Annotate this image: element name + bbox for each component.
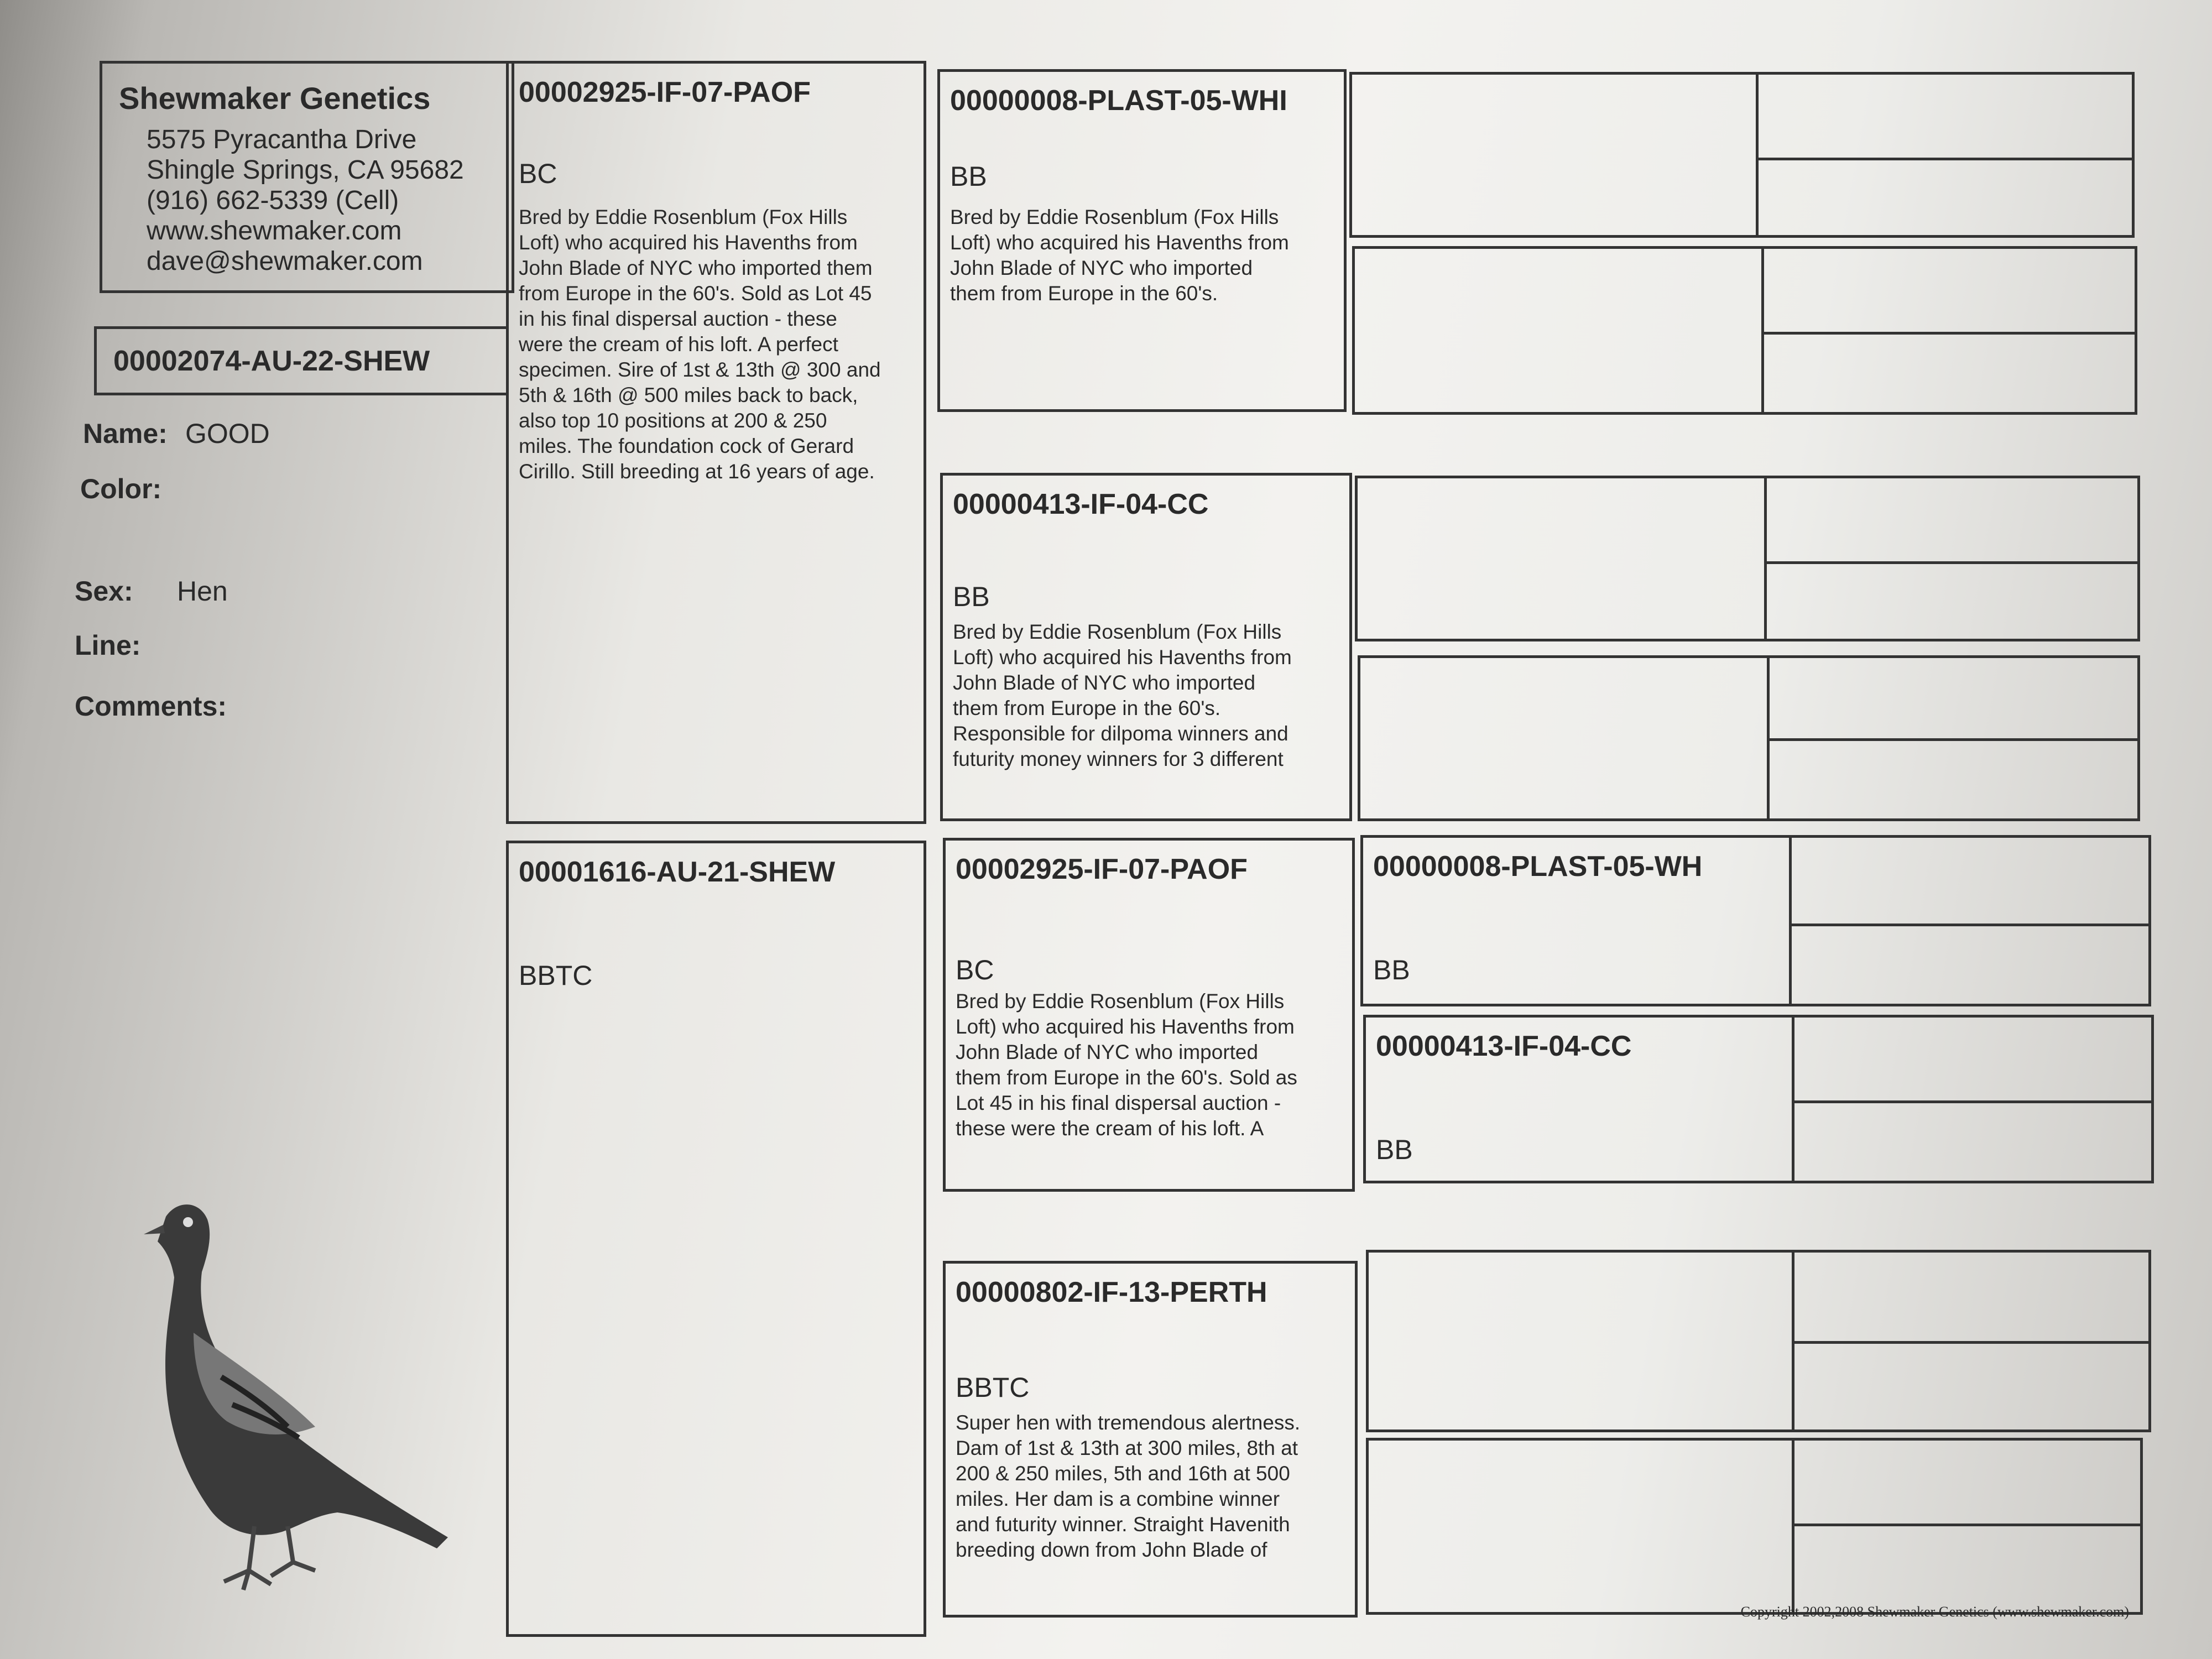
sire-sire-desc-line: Bred by Eddie Rosenblum (Fox Hills <box>950 206 1279 228</box>
dam-dam-desc-line: Super hen with tremendous alertness. <box>956 1411 1301 1434</box>
name-value: GOOD <box>185 418 270 449</box>
sire-desc-line: Loft) who acquired his Havenths from <box>519 231 858 254</box>
sire-sire-description <box>950 205 1336 306</box>
dam-sire-sire-box <box>1360 835 1792 1006</box>
sire-dam-band: 00000413-IF-04-CC <box>953 488 1209 520</box>
dam-box <box>506 841 926 1637</box>
dam-sire-band: 00002925-IF-07-PAOF <box>956 853 1248 885</box>
sire-desc-line: miles. The foundation cock of Gerard <box>519 435 854 457</box>
gen3-box-2 <box>1352 246 1764 415</box>
company-address-line2: Shingle Springs, CA 95682 <box>147 155 464 185</box>
sire-dam-desc-line: Bred by Eddie Rosenblum (Fox Hills <box>953 620 1282 643</box>
sire-band: 00002925-IF-07-PAOF <box>519 76 811 108</box>
dam-dam-desc-line: breeding down from John Blade of <box>956 1538 1267 1561</box>
sire-desc-line: in his final dispersal auction - these <box>519 307 837 330</box>
subject-band-box <box>94 326 509 395</box>
sire-sire-desc-line: Loft) who acquired his Havenths from <box>950 231 1289 254</box>
sire-desc-line: specimen. Sire of 1st & 13th @ 300 and <box>519 358 881 381</box>
gen4-box-8 <box>1770 738 2140 821</box>
sire-sire-color: BB <box>950 161 987 192</box>
gen4-box-3 <box>1764 246 2137 335</box>
pedigree-sheet <box>11 0 2212 1659</box>
gen3-box-1 <box>1349 72 1759 238</box>
gen4-box-9 <box>1792 835 2151 926</box>
dam-sire-desc-line: these were the cream of his loft. A <box>956 1117 1264 1140</box>
sire-dam-desc-line: Loft) who acquired his Havenths from <box>953 646 1292 669</box>
sire-dam-color: BB <box>953 581 990 612</box>
dam-band: 00001616-AU-21-SHEW <box>519 856 836 888</box>
sex-label: Sex: <box>75 576 133 607</box>
name-label: Name: <box>83 418 168 449</box>
dam-sire-desc-line: Bred by Eddie Rosenblum (Fox Hills <box>956 990 1285 1013</box>
sire-desc-line: were the cream of his loft. A perfect <box>519 333 838 356</box>
dam-dam-desc-line: miles. Her dam is a combine winner <box>956 1488 1280 1510</box>
sire-sire-band: 00000008-PLAST-05-WHI <box>950 85 1287 117</box>
company-name: Shewmaker Genetics <box>119 81 431 116</box>
dam-sire-desc-line: John Blade of NYC who imported <box>956 1041 1259 1063</box>
dam-dam-description <box>956 1410 1347 1563</box>
gen3-box-3 <box>1355 476 1767 641</box>
sire-dam-desc-line: John Blade of NYC who imported <box>953 671 1256 694</box>
sire-dam-desc-line: Responsible for dilpoma winners and <box>953 722 1288 745</box>
dam-sire-box <box>943 838 1355 1192</box>
company-email: dave@shewmaker.com <box>147 247 423 276</box>
gen4-box-1 <box>1759 72 2135 160</box>
color-label: Color: <box>80 473 162 504</box>
gen4-box-14 <box>1794 1341 2151 1432</box>
gen3-box-8 <box>1366 1438 1794 1615</box>
dam-dam-desc-line: Dam of 1st & 13th at 300 miles, 8th at <box>956 1437 1298 1459</box>
sire-desc-line: John Blade of NYC who imported them <box>519 257 873 279</box>
dam-sire-dam-color: BB <box>1376 1134 1413 1165</box>
dam-sire-color: BC <box>956 954 994 985</box>
dam-sire-desc-line: them from Europe in the 60's. Sold as <box>956 1066 1297 1089</box>
dam-dam-box <box>943 1261 1358 1618</box>
sire-desc-line: from Europe in the 60's. Sold as Lot 45 <box>519 282 872 305</box>
sire-desc-line: 5th & 16th @ 500 miles back to back, <box>519 384 858 406</box>
sire-dam-description <box>953 619 1342 772</box>
dam-sire-sire-color: BB <box>1373 954 1410 985</box>
sire-sire-box <box>937 69 1347 412</box>
sire-box <box>506 61 926 824</box>
dam-dam-desc-line: and futurity winner. Straight Havenith <box>956 1513 1290 1536</box>
dam-sire-dam-box <box>1363 1015 1794 1183</box>
dam-dam-color: BBTC <box>956 1372 1030 1403</box>
gen4-box-15 <box>1794 1438 2143 1526</box>
dam-sire-sire-band: 00000008-PLAST-05-WH <box>1373 851 1703 883</box>
gen4-box-13 <box>1794 1250 2151 1344</box>
sire-dam-desc-line: them from Europe in the 60's. <box>953 697 1221 719</box>
sex-value: Hen <box>177 576 228 607</box>
company-phone: (916) 662-5339 (Cell) <box>147 186 399 215</box>
sire-sire-desc-line: John Blade of NYC who imported <box>950 257 1253 279</box>
gen3-box-4 <box>1358 655 1770 821</box>
gen4-box-2 <box>1759 158 2135 238</box>
gen4-box-5 <box>1767 476 2140 564</box>
company-address-line1: 5575 Pyracantha Drive <box>147 125 417 154</box>
gen4-box-10 <box>1792 924 2151 1006</box>
dam-dam-desc-line: 200 & 250 miles, 5th and 16th at 500 <box>956 1462 1290 1485</box>
company-info-box <box>100 61 514 293</box>
sire-description <box>519 205 916 484</box>
sire-color: BC <box>519 158 557 189</box>
line-label: Line: <box>75 630 141 661</box>
gen4-box-4 <box>1764 332 2137 415</box>
sire-dam-desc-line: futurity money winners for 3 different <box>953 748 1284 770</box>
sire-desc-line: Cirillo. Still breeding at 16 years of age. <box>519 460 875 483</box>
dam-sire-dam-band: 00000413-IF-04-CC <box>1376 1030 1632 1062</box>
dam-sire-desc-line: Lot 45 in his final dispersal auction - <box>956 1092 1281 1114</box>
dam-sire-description <box>956 989 1344 1141</box>
sire-sire-desc-line: them from Europe in the 60's. <box>950 282 1218 305</box>
gen4-box-16 <box>1794 1524 2143 1615</box>
dam-sire-desc-line: Loft) who acquired his Havenths from <box>956 1015 1295 1038</box>
dam-dam-band: 00000802-IF-13-PERTH <box>956 1276 1267 1308</box>
gen4-box-12 <box>1794 1100 2154 1183</box>
sire-desc-line: Bred by Eddie Rosenblum (Fox Hills <box>519 206 848 228</box>
gen4-box-7 <box>1770 655 2140 741</box>
gen4-box-11 <box>1794 1015 2154 1103</box>
sire-dam-box <box>940 473 1352 821</box>
comments-label: Comments: <box>75 691 227 722</box>
copyright-text: Copyright 2002,2008 Shewmaker Genetics (www.shewmaker.com) <box>1740 1604 2129 1620</box>
gen4-box-6 <box>1767 561 2140 641</box>
company-website: www.shewmaker.com <box>147 216 402 246</box>
gen3-box-7 <box>1366 1250 1794 1432</box>
sire-desc-line: also top 10 positions at 200 & 250 <box>519 409 827 432</box>
pigeon-illustration <box>105 1194 481 1593</box>
dam-color: BBTC <box>519 960 593 991</box>
subject-band: 00002074-AU-22-SHEW <box>113 345 430 377</box>
